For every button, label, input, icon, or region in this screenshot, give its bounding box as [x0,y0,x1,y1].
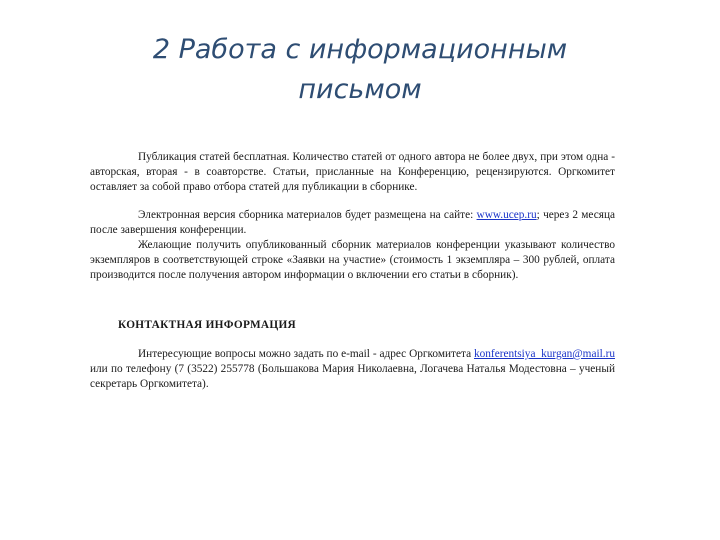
contact-text-end: или по телефону (7 (3522) 255778 (Большакова Мария Николаевна, Логачева Наталья Модестовна – ученый секретарь Оргкомитета). [90,363,615,391]
slide-title [60,30,660,110]
email-link[interactable]: konferentsiya_kurgan@mail.ru [473,347,615,360]
paragraph-printed-copies: Желающие получить опубликованный сборник материалов конференции указывают количество экземпляров в соответствующей строке «Заявки на участие» (стоимость 1 экземпляра – 300 рублей, оплата производится после получения автором информации о включении его статьи в сборник). [90,239,615,282]
electronic-version-text: Электронная версия сборника материалов будет размещена на сайте: [138,208,477,221]
letter-excerpt [90,150,615,392]
slide-title-line-1: 2 Работа с информационным [152,34,568,65]
site-link[interactable]: www.ucep.ru [476,208,537,221]
contact-text: Интересующие вопросы можно задать по e-mail - адрес Оргкомитета [138,347,474,360]
paragraph-publication-terms: Публикация статей бесплатная. Количество статей от одного автора не более двух, при этом одна - авторская, вторая - в соавторстве. Статьи, присланные на Конференцию, рецензируются. Оргкомитет оставляет за собой право отбора статей для публикации в сборнике. [90,151,615,194]
contact-heading: КОНТАКТНАЯ ИНФОРМАЦИЯ [118,318,297,331]
paragraph-electronic-version [90,208,615,238]
paragraph-gap [90,196,615,208]
slide-title-line-2: письмом [298,74,422,105]
paragraph-contact [90,347,615,393]
electronic-version-text-end: ; через 2 месяца после завершения конференции. [90,208,615,236]
